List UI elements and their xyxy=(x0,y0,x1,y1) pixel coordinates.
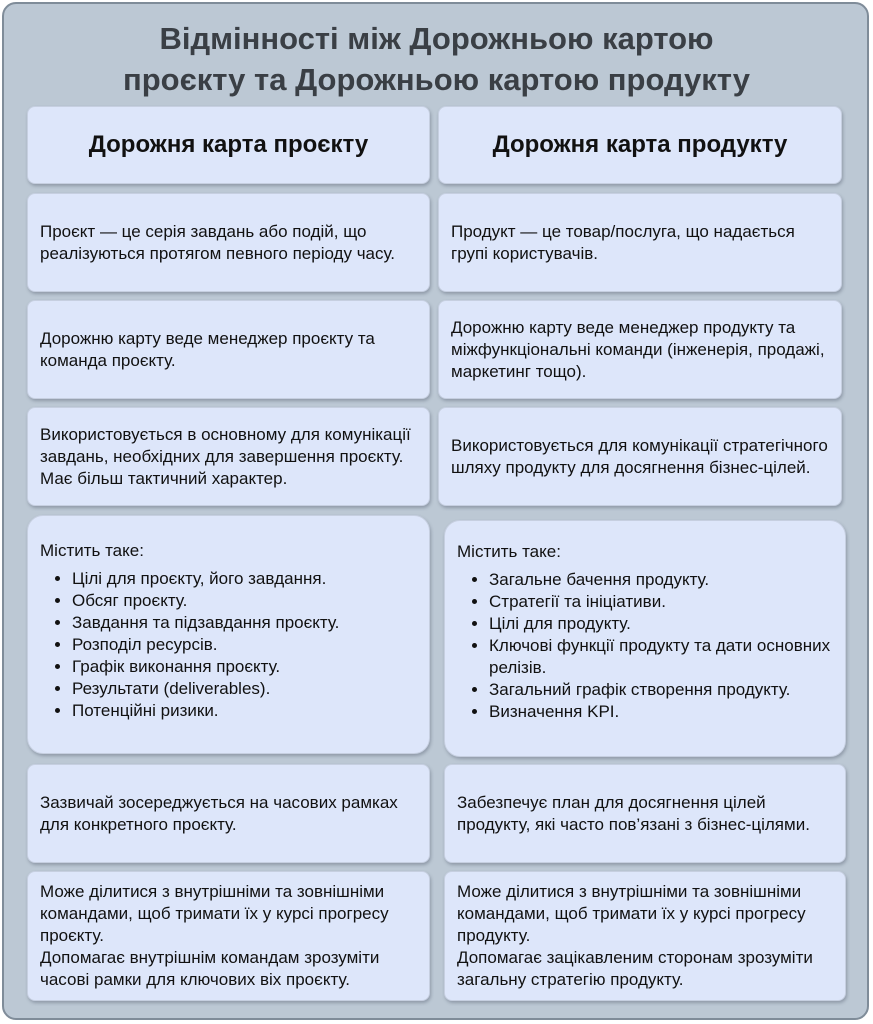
product-contents-list xyxy=(457,569,833,723)
product-contents-card xyxy=(444,520,846,757)
product-roadmap-header-card xyxy=(438,106,842,184)
list-item: • Цілі для проєкту, його завдання. xyxy=(72,568,417,590)
project-owner-card xyxy=(27,300,430,399)
title-line-1: Відмінності між Дорожньою картою xyxy=(159,21,714,56)
product-focus-card xyxy=(444,764,846,863)
project-sharing-text-1: Може ділитися з внутрішніми та зовнішніми командами, щоб тримати їх у курсі прогресу проєкту. xyxy=(40,882,389,945)
project-sharing-card xyxy=(27,871,430,1001)
product-sharing-text-2: Допомагає зацікавленим сторонам зрозуміти загальну стратегію продукту. xyxy=(457,948,813,989)
project-owner-text: Дорожню карту веде менеджер проєкту та команда проєкту. xyxy=(40,328,375,370)
project-purpose-card xyxy=(27,407,430,506)
product-owner-card xyxy=(438,300,842,399)
product-purpose-text: Використовується для комунікації стратегічного шляху продукту для досягнення бізнес-цілей. xyxy=(451,435,828,477)
page-title xyxy=(0,18,873,100)
product-contents-intro: Містить таке: xyxy=(457,542,561,561)
list-item: • Потенційні ризики. xyxy=(72,700,417,722)
project-contents-intro: Містить таке: xyxy=(40,541,144,560)
list-item: • Ключові функції продукту та дати основних релізів. xyxy=(489,635,833,679)
project-roadmap-header-card xyxy=(27,106,430,184)
list-item: • Загальний графік створення продукту. xyxy=(489,679,833,701)
product-owner-text: Дорожню карту веде менеджер продукту та міжфункціональні команди (інженерія, продажі, маркетинг тощо). xyxy=(451,317,825,381)
title-line-2: проєкту та Дорожньою картою продукту xyxy=(123,62,750,97)
product-roadmap-header: Дорожня карта продукту xyxy=(492,131,788,158)
project-definition-card xyxy=(27,193,430,292)
list-item: • Завдання та підзавдання проєкту. xyxy=(72,612,417,634)
project-roadmap-header: Дорожня карта проєкту xyxy=(88,131,369,158)
project-contents-card xyxy=(27,515,430,754)
list-item: • Цілі для продукту. xyxy=(489,613,833,635)
list-item: • Результати (deliverables). xyxy=(72,678,417,700)
list-item: • Визначення KPI. xyxy=(489,701,833,723)
project-focus-card xyxy=(27,764,430,863)
list-item: • Графік виконання проєкту. xyxy=(72,656,417,678)
list-item: • Стратегії та ініціативи. xyxy=(489,591,833,613)
product-definition-card xyxy=(438,193,842,292)
product-sharing-card xyxy=(444,871,846,1001)
list-item: • Розподіл ресурсів. xyxy=(72,634,417,656)
project-sharing-text-2: Допомагає внутрішнім командам зрозуміти часові рамки для ключових віх проєкту. xyxy=(40,948,380,989)
project-focus-text: Зазвичай зосереджується на часових рамках для конкретного проєкту. xyxy=(40,792,398,834)
product-purpose-card xyxy=(438,407,842,506)
product-definition-text: Продукт — це товар/послуга, що надається групі користувачів. xyxy=(451,221,795,263)
list-item: • Обсяг проєкту. xyxy=(72,590,417,612)
project-contents-list xyxy=(40,568,417,722)
project-purpose-text: Використовується в основному для комунікації завдань, необхідних для завершення проєкту. Має більш тактичний характер. xyxy=(40,424,411,488)
project-definition-text: Проєкт — це серія завдань або подій, що реалізуються протягом певного періоду часу. xyxy=(40,221,396,263)
product-focus-text: Забезпечує план для досягнення цілей продукту, які часто пов’язані з бізнес-цілями. xyxy=(457,792,810,834)
list-item: • Загальне бачення продукту. xyxy=(489,569,833,591)
product-sharing-text-1: Може ділитися з внутрішніми та зовнішніми командами, щоб тримати їх у курсі прогресу продукту. xyxy=(457,882,806,945)
